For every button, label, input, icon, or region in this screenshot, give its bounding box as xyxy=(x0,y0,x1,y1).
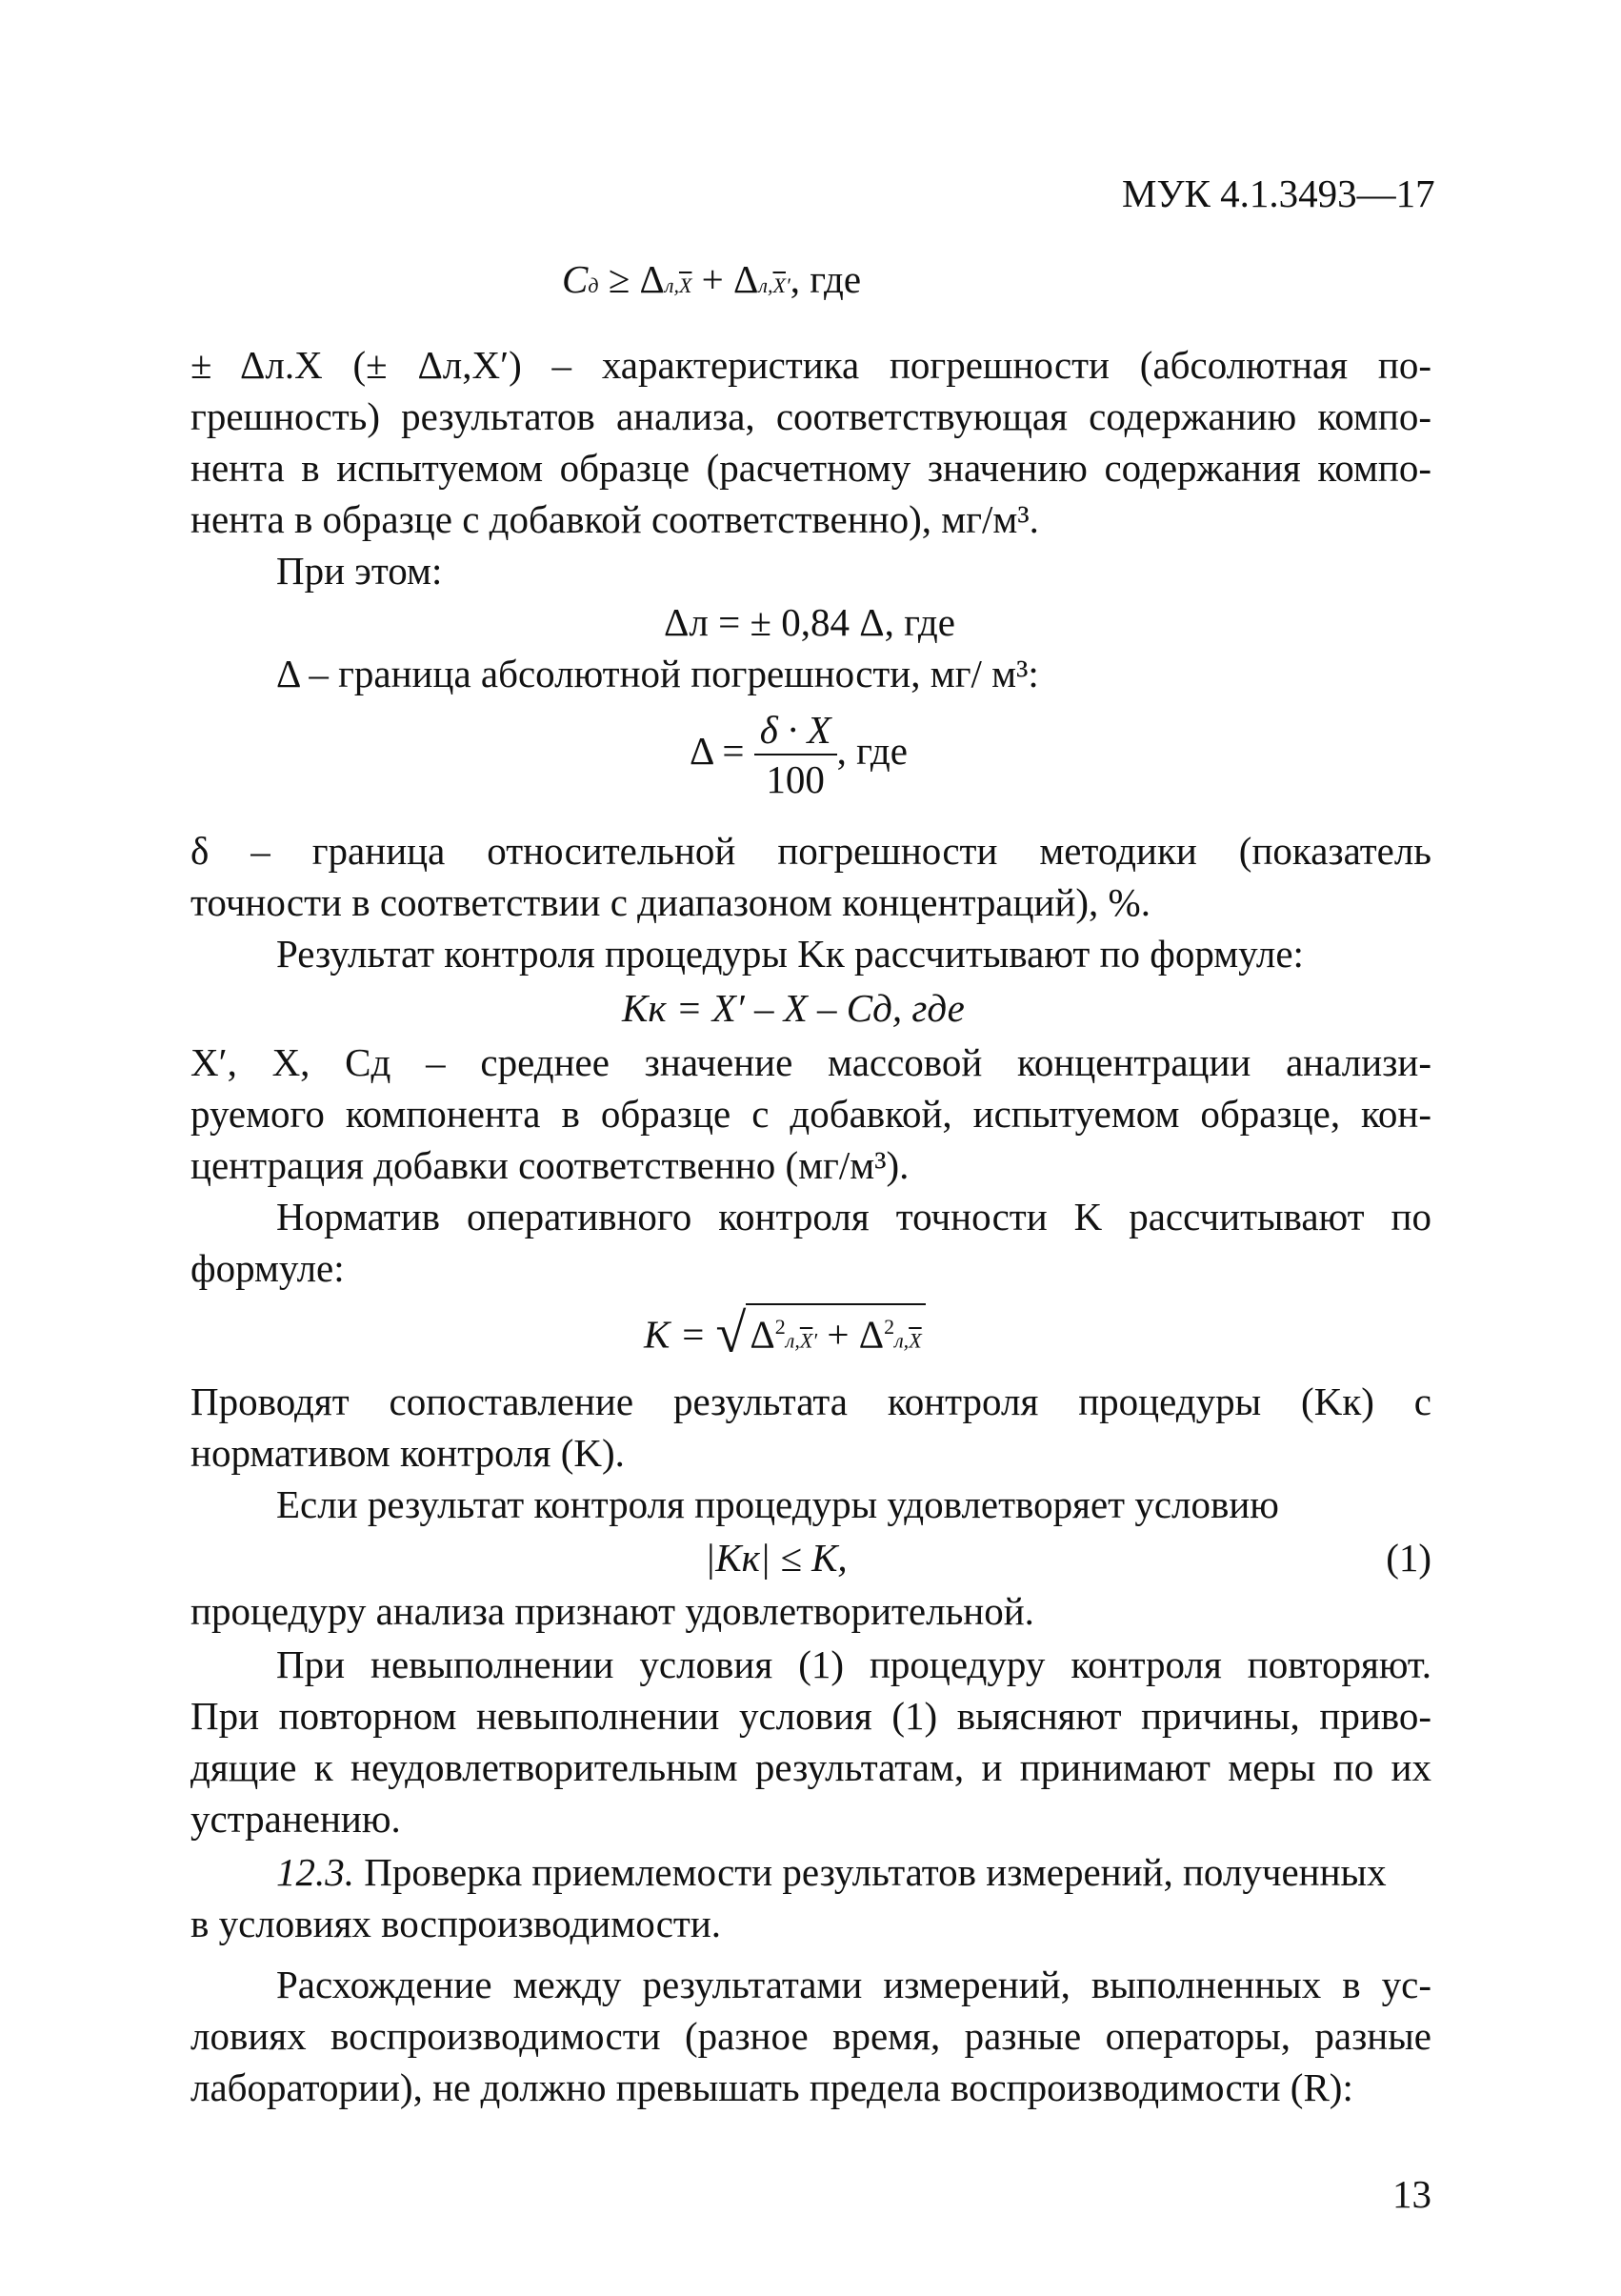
formula-kk: Kк = X′ – X – Cд, где xyxy=(622,986,965,1030)
text-line-9: Результат контроля процедуры Kк рассчитывают по формуле: xyxy=(276,932,1304,976)
formula-delta-fraction: Δ = $\frac{\delta \cdot X}{100}$ , где xyxy=(690,707,908,801)
text-line-16: нормативом контроля (K). xyxy=(190,1431,625,1475)
text-line-10: X′, X, Cд – среднее значение массовой концентрации анализи- xyxy=(190,1040,1431,1084)
equation-number: (1) xyxy=(1386,1536,1431,1580)
section-number: 12.3. xyxy=(276,1850,354,1894)
text-line-4: нента в образце с добавкой соответственно), мг/м³. xyxy=(190,497,1039,541)
section-title: Проверка приемлемости результатов измерений, полученных xyxy=(354,1850,1387,1894)
text-line-2: грешность) результатов анализа, соответствующая содержанию компо- xyxy=(190,394,1431,438)
text-line-26: ловиях воспроизводимости (разное время, разные операторы, разные xyxy=(190,2014,1431,2058)
formula-cd-condition: Cд ≥ $\Delta л,\overline{X} + \Delta л,\overline{X}'$, где xyxy=(562,257,862,301)
sqrt-sign: √ xyxy=(715,1301,747,1364)
page-number: 13 xyxy=(1392,2172,1431,2216)
text-line-1: ± Δл.X (± Δл,X′) – характеристика погрешности (абсолютная по- xyxy=(190,343,1431,387)
text-line-15: Проводят сопоставление результата контроля процедуры (Kк) с xyxy=(190,1380,1431,1423)
fraction xyxy=(754,708,837,803)
text-line-19: При невыполнении условия (1) процедуру контроля повторяют. xyxy=(276,1642,1431,1686)
text-line-24: в условиях воспроизводимости. xyxy=(190,1902,722,1945)
fraction-denominator: 100 xyxy=(766,756,825,801)
text-line-17: Если результат контроля процедуры удовлетворяет условию xyxy=(276,1482,1279,1526)
text-line-25: Расхождение между результатами измерений, выполненных в ус- xyxy=(276,1963,1431,2006)
text-line-6: Δ – граница абсолютной погрешности, мг/ м³: xyxy=(276,652,1039,695)
text-line-22: устранению. xyxy=(190,1797,401,1841)
text-line-5: При этом: xyxy=(276,549,443,593)
text-line-14: формуле: xyxy=(190,1246,345,1290)
formula-where-3: , где xyxy=(836,729,908,773)
fraction-numerator: δ · X xyxy=(754,708,837,755)
formula-condition: |Kк| ≤ K, xyxy=(705,1536,848,1580)
document-code: МУК 4.1.3493—17 xyxy=(1122,171,1435,215)
text-line-18: процедуру анализа признают удовлетворительной. xyxy=(190,1589,1034,1633)
text-line-7: δ – граница относительной погрешности методики (показатель xyxy=(190,829,1431,873)
section-12-3-heading xyxy=(276,1848,1387,1896)
formula-k-lhs: K = xyxy=(644,1312,707,1357)
text-line-8: точности в соответствии с диапазоном концентраций), %. xyxy=(190,880,1151,924)
text-line-11: руемого компонента в образце с добавкой, испытуемом образце, кон- xyxy=(190,1092,1431,1136)
sqrt-radicand: $\Delta^2л,\overline{X}' + \Delta^2л,\overline{X}$ xyxy=(746,1303,925,1363)
text-line-3: нента в испытуемом образце (расчетному значению содержания компо- xyxy=(190,446,1431,490)
text-line-21: дящие к неудовлетворительным результатам, и принимают меры по их xyxy=(190,1745,1431,1789)
formula-delta-l: Δл = ± 0,84 Δ, где xyxy=(664,600,955,644)
text-line-20: При повторном невыполнении условия (1) выясняют причины, приво- xyxy=(190,1694,1431,1738)
formula-where-1: , где xyxy=(790,257,862,301)
text-line-12: центрация добавки соответственно (мг/м³). xyxy=(190,1143,910,1187)
text-line-13: Норматив оперативного контроля точности K рассчитывают по xyxy=(276,1195,1431,1239)
formula-k-sqrt xyxy=(644,1303,926,1363)
text-line-27: лаборатории), не должно превышать предела воспроизводимости (R): xyxy=(190,2065,1353,2109)
